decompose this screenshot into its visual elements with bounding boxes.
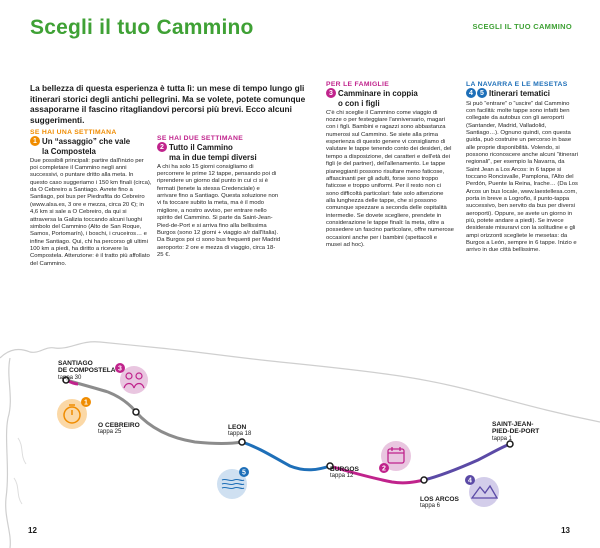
section-heading-text: Un “assaggio” che vale la Compostela <box>42 137 131 156</box>
section-one-week <box>30 129 152 268</box>
stopwatch-icon <box>57 397 91 429</box>
section-heading-text: Itinerari tematici <box>489 89 550 99</box>
section-kicker: LA NAVARRA E LE MESETAS <box>466 81 568 88</box>
place-name: BURGOS <box>330 465 359 473</box>
section-heading <box>326 89 454 107</box>
icon-badge-5: 5 <box>242 469 246 477</box>
section-families <box>326 81 454 249</box>
section-heading-text: Camminare in coppia o con i figli <box>338 89 418 108</box>
family-icon <box>115 363 148 394</box>
icon-badge-3: 3 <box>118 365 122 373</box>
section-heading-text: Tutto il Cammino ma in due tempi diversi <box>169 143 257 162</box>
icon-badge-1: 1 <box>84 399 88 407</box>
section-heading <box>30 137 152 155</box>
section-heading <box>466 89 578 98</box>
place-saint-jean <box>492 413 539 451</box>
section-body: Due possibili principali: partire dall'inizio per poi completare il Cammino negli anni successivi, o puntare dritto alla meta. In questo caso suggeriamo i 150 km finali (circa), da O Cebreiro a Santiago. Avrete fino a Santiago, poi bus per Piedrafita do Cebreiro (www.alsa.es, 3 ore e mezza, circa 20 €); in 4,6 km si sale a O Cebreiro, da qui si attraversa la Galizia toccando alcuni luoghi simbolo del Cammino (Alto de San Roque, Samos, Portomarín), i boschi, i cruceiros… e infine Santiago. Qui, chi ha percorso gli ultimi 100 km a piedi, ha diritto a ricevere la Compostela. Attenzione: è il tratto più affollato del Cammino. <box>30 157 152 267</box>
place-stage: tappa 30 <box>58 374 82 381</box>
place-name: LOS ARCOS <box>420 495 459 503</box>
section-kicker: PER LE FAMIGLIE <box>326 81 390 88</box>
place-name: SANTIAGO DE COMPOSTELA <box>58 359 116 375</box>
number-badge-2: 2 <box>157 142 167 152</box>
number-badge-5: 5 <box>477 88 487 98</box>
intro-paragraph: La bellezza di questa esperienza è tutta lì: un mese di tempo lungo gli itinerari storici degli antichi pellegrini. Ma se volete, potete comunque assaporarne il fascino ritagliandovi percorsi più brevi. Ecco alcuni suggerimenti. <box>30 83 306 125</box>
calendar-icon <box>379 441 411 473</box>
dot-los-arcos <box>421 477 427 483</box>
place-stage: tappa 1 <box>492 435 513 442</box>
icon-badge-2: 2 <box>382 465 386 473</box>
number-badge-1: 1 <box>30 136 40 146</box>
place-los-arcos <box>420 488 459 518</box>
coastline-west <box>6 358 11 548</box>
place-santiago <box>58 352 116 390</box>
section-kicker: SE HAI UNA SETTIMANA <box>30 129 117 136</box>
page-title: Scegli il tuo Cammino <box>30 16 254 39</box>
page-number-left: 12 <box>28 526 37 535</box>
place-stage: tappa 12 <box>330 473 354 480</box>
section-kicker: SE HAI DUE SETTIMANE <box>157 135 244 142</box>
route-leon <box>242 442 330 470</box>
landscape-icon <box>217 467 249 499</box>
place-stage: tappa 6 <box>420 503 441 510</box>
section-body: Si può “entrare” o “uscire” dal Cammino con facilità: molte tappe sono infatti ben collegate da autobus con gli aeroporti (Santander, Madrid, Valladolid, Santiago…). Ognuno quindi, con questa guida, può costruire un percorso in base alle proprie disponibilità. Volendo, si possono riconoscere anche alcuni “itinerari regionali”, per esempio la Navarra, da Saint Jean a Los Arcos: in 6 tappe si toccano Roncisvalle, Pamplona, l'Alto del Perdón, Puente la Reina, Irache… (Da Los Arcos un bus locale, www.laestellesa.com, porta in breve a Logroño, il punto-tappa successivo, ben servito da bus per diversi aeroporti). Oppure, se avete un giorno in più, potete andare a piedi). Se invece desiderate misurarvi con la solitudine e gli ampi orizzonti scegliete le mesetas: da Burgos a León, sempre in 6 tappe. Inizio e arrivo in due città bellissime. <box>466 100 578 254</box>
place-name: LEON <box>228 423 247 431</box>
coastline-detail <box>14 438 26 504</box>
place-name: O CEBREIRO <box>98 421 140 429</box>
section-heading <box>157 143 281 161</box>
icon-badge-4: 4 <box>468 477 472 485</box>
section-body: C'è chi sceglie il Cammino come viaggio di nozze o per festeggiare l'anniversario, magari con i figli. Bambini e ragazzi sono abbastanza numerosi sul Cammino. Se siete alla prima esperienza di questo genere vi consigliamo di valutare le tappe tenendo conto dei desideri, del tempo a disposizione, dei caratteri e dell'età dei figli (e del partner), dell'allenamento. Le tappe pianeggianti possono risultare meno faticose, affascinanti per gli adulti, forse sono troppo faticose e troppo uniformi. Per il resto non ci sono difficoltà particolari: fate solo attenzione alla lunghezza delle tappe, che si possono comunque spezzare a seconda delle ospitalità intermedie. Se dovete scegliere, prendete in considerazione le tappe finali: la meta, oltre a possedere un fascino particolare, offre numerose occasioni anche per i bambini (spettacoli e musei ad hoc). <box>326 109 454 248</box>
section-body: A chi ha solo 15 giorni consigliamo di percorrere le prime 12 tappe, pensando poi di riprendere un giorno dal punto in cui ci si è fermati (tenete la stessa Credenciale) e arrivare fino a Santiago. Questa soluzione non vi fa toccare subito la meta, ma è il modo migliore, a nostro avviso, per entrare nello spirito del Cammino. Si parte da Saint-Jean-Pied-de-Port e si arriva fino alla bellissima Burgos (sono 12 giorni + viaggio a/r dall'Italia). Da Burgos poi ci sono bus frequenti per Madrid aeroporto: 2 ore e mezza di viaggio, circa 18-25 €. <box>157 163 281 258</box>
place-stage: tappa 25 <box>98 429 122 436</box>
page-number-right: 13 <box>561 526 570 535</box>
place-burgos <box>330 458 359 488</box>
section-two-weeks <box>157 135 281 259</box>
place-name: SAINT-JEAN- PIED-DE-PORT <box>492 420 540 436</box>
section-thematic <box>466 81 578 255</box>
number-badge-3: 3 <box>326 88 336 98</box>
number-badge-4: 4 <box>466 88 476 98</box>
place-leon <box>228 416 251 446</box>
running-title: SCEGLI IL TUO CAMMINO <box>472 22 572 31</box>
place-stage: tappa 18 <box>228 431 252 438</box>
place-o-cebreiro <box>98 414 140 444</box>
mountain-icon <box>465 475 499 507</box>
